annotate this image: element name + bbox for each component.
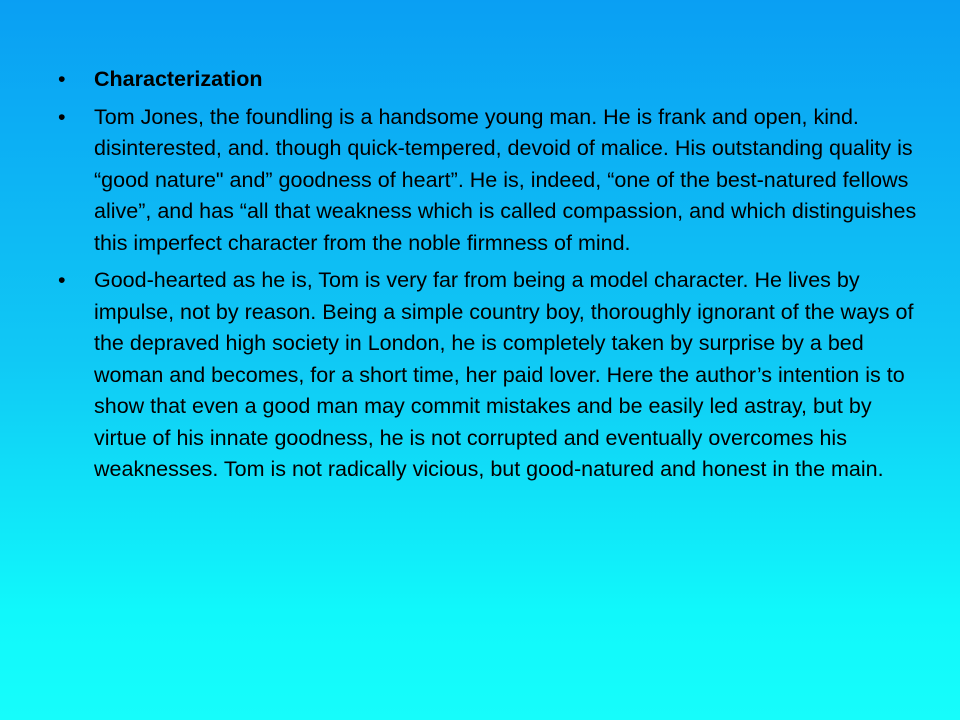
bullet-list xyxy=(58,64,928,492)
bullet-icon: • xyxy=(58,268,66,292)
slide-heading: Characterization xyxy=(94,67,263,91)
bullet-icon: • xyxy=(58,104,66,129)
paragraph-text: Good-hearted as he is, Tom is very far from being a model character. He lives by impulse, not by reason. Being a simple country boy, thoroughly ignorant of the ways of the depraved high society in London, he is completely taken by surprise by a bed woman and becomes, for a short time, her paid lover. Here the author’s intention is to show that even a good man may commit mistakes and be easily led astray, but by virtue of his innate goodness, he is not corrupted and eventually overcomes his weaknesses. Tom is not radically vicious, but good-natured and honest in the main. xyxy=(94,268,914,481)
paragraph-text: Tom Jones, the foundling is a handsome young man. He is frank and open, kind. disinterested, and. though quick-tempered, devoid of malice. His outstanding quality is “good nature" and” goodness of heart”. He is, indeed, “one of the best-natured fellows alive”, and has “all that weakness which is called compassion, and which distinguishes this imperfect character from the noble firmness of mind. xyxy=(94,104,917,255)
bullet-item-paragraph-1 xyxy=(58,102,928,260)
bullet-item-paragraph-2 xyxy=(58,265,928,486)
bullet-icon: • xyxy=(58,67,66,91)
bullet-item-heading xyxy=(58,64,928,96)
